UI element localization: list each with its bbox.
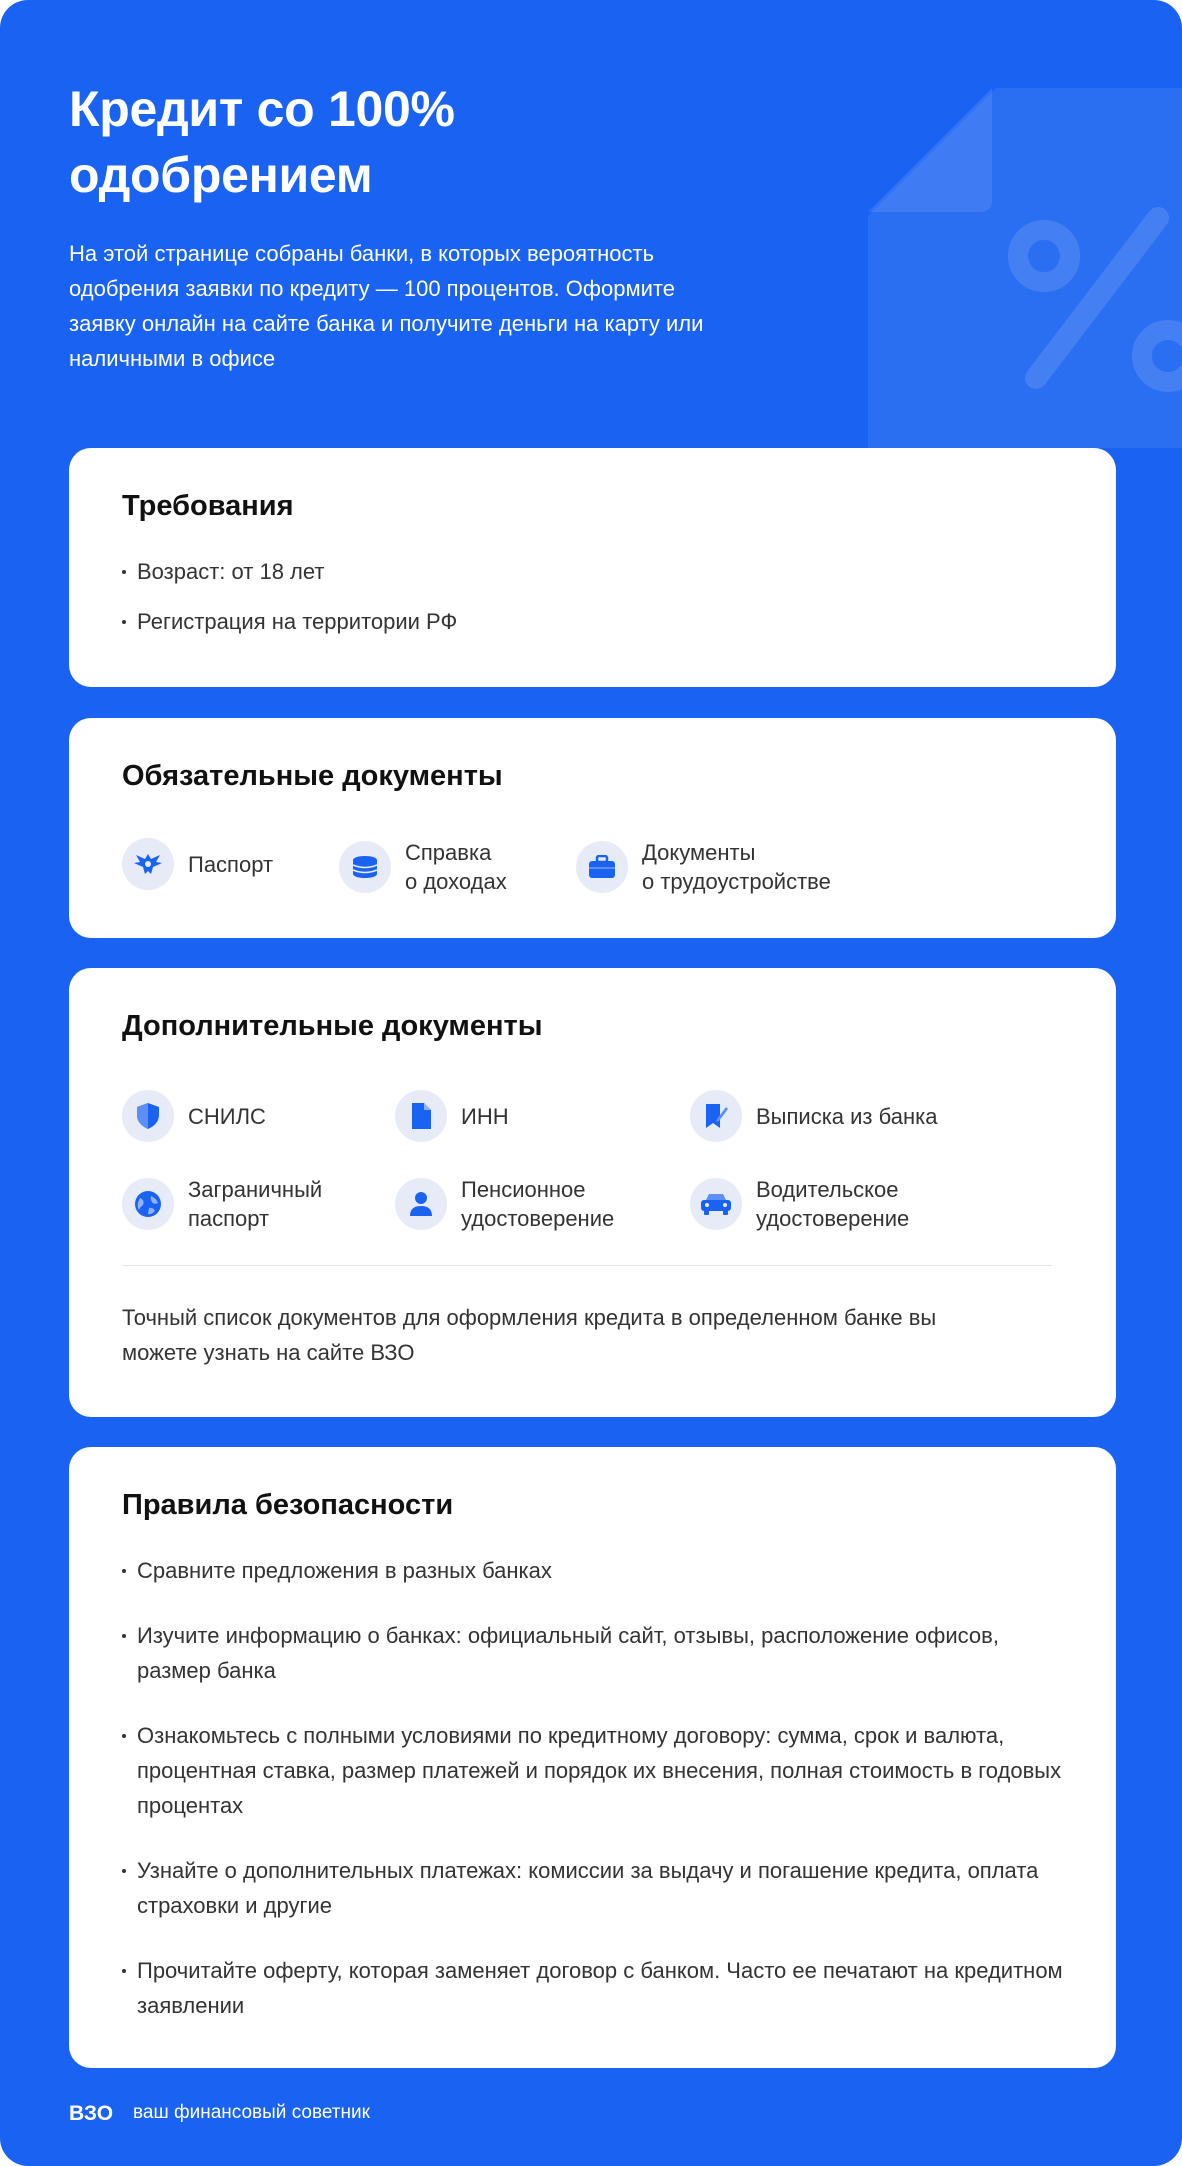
requirements-list <box>122 554 1063 639</box>
bookmark-pen-icon <box>690 1090 742 1142</box>
eagle-icon <box>122 838 174 890</box>
list-item: Сравните предложения в разных банках <box>122 1553 1063 1588</box>
doc-passport <box>122 838 273 890</box>
page-title: Кредит со 100% одобрением <box>69 81 455 203</box>
svg-text:ВЗО: ВЗО <box>69 2102 114 2124</box>
list-item: Ознакомьтесь с полными условиями по кредитному договору: сумма, срок и валюта, процентная ставка, размер платежей и порядок их внесения, полная стоимость в годовых процентах <box>122 1718 1063 1823</box>
extra-docs-note: Точный список документов для оформления кредита в определенном банке вы можете узнать на сайте ВЗО <box>122 1305 937 1365</box>
hero-lead: На этой странице собраны банки, в которых вероятность одобрения заявки по кредиту — 100 процентов. Оформите заявку онлайн на сайте банка и получите деньги на карту или наличными в офисе <box>69 241 704 371</box>
doc-label: Заграничный паспорт <box>188 1177 323 1231</box>
requirements-card <box>69 448 1116 687</box>
doc-drivers-license <box>690 1175 909 1233</box>
list-item: Регистрация на территории РФ <box>122 604 1063 639</box>
doc-label: Водительское удостоверение <box>756 1177 910 1231</box>
doc-inn <box>395 1090 509 1142</box>
doc-pension <box>395 1175 614 1233</box>
list-item: Узнайте о дополнительных платежах: комиссии за выдачу и погашение кредита, оплата страховки и другие <box>122 1853 1063 1923</box>
doc-bank-statement <box>690 1090 937 1142</box>
globe-icon <box>122 1178 174 1230</box>
shield-icon <box>122 1090 174 1142</box>
footer <box>69 2102 370 2124</box>
doc-label: Справка о доходах <box>405 840 507 894</box>
doc-label: Выписка из банка <box>756 1103 938 1129</box>
extra-docs-card <box>69 968 1116 1417</box>
footer-tagline: ваш финансовый советник <box>133 2102 370 2123</box>
doc-income-statement <box>339 838 507 896</box>
safety-title: Правила безопасности <box>122 1489 454 1521</box>
mandatory-docs-title: Обязательные документы <box>122 760 503 792</box>
document-icon <box>395 1090 447 1142</box>
percent-document-icon <box>868 88 1182 448</box>
doc-label: Пенсионное удостоверение <box>461 1177 615 1231</box>
briefcase-icon <box>576 841 628 893</box>
list-item: Возраст: от 18 лет <box>122 554 1063 589</box>
doc-label: СНИЛС <box>188 1103 266 1129</box>
extra-docs-title: Дополнительные документы <box>122 1010 543 1042</box>
doc-label: ИНН <box>461 1103 509 1129</box>
doc-label: Документы о трудоустройстве <box>642 840 831 894</box>
car-icon <box>690 1178 742 1230</box>
mandatory-docs-card <box>69 718 1116 938</box>
doc-snils <box>122 1090 266 1142</box>
requirements-title: Требования <box>122 490 294 522</box>
doc-foreign-passport <box>122 1175 322 1233</box>
person-icon <box>395 1178 447 1230</box>
doc-employment <box>576 838 831 896</box>
safety-card <box>69 1447 1116 2068</box>
hero <box>69 76 769 376</box>
list-item: Изучите информацию о банках: официальный сайт, отзывы, расположение офисов, размер банка <box>122 1618 1063 1688</box>
vzo-logo <box>69 2102 121 2124</box>
doc-label: Паспорт <box>188 851 274 877</box>
coins-icon <box>339 841 391 893</box>
divider <box>122 1265 1052 1266</box>
list-item: Прочитайте оферту, которая заменяет договор с банком. Часто ее печатают на кредитном заявлении <box>122 1953 1063 2023</box>
safety-list <box>122 1553 1063 2023</box>
